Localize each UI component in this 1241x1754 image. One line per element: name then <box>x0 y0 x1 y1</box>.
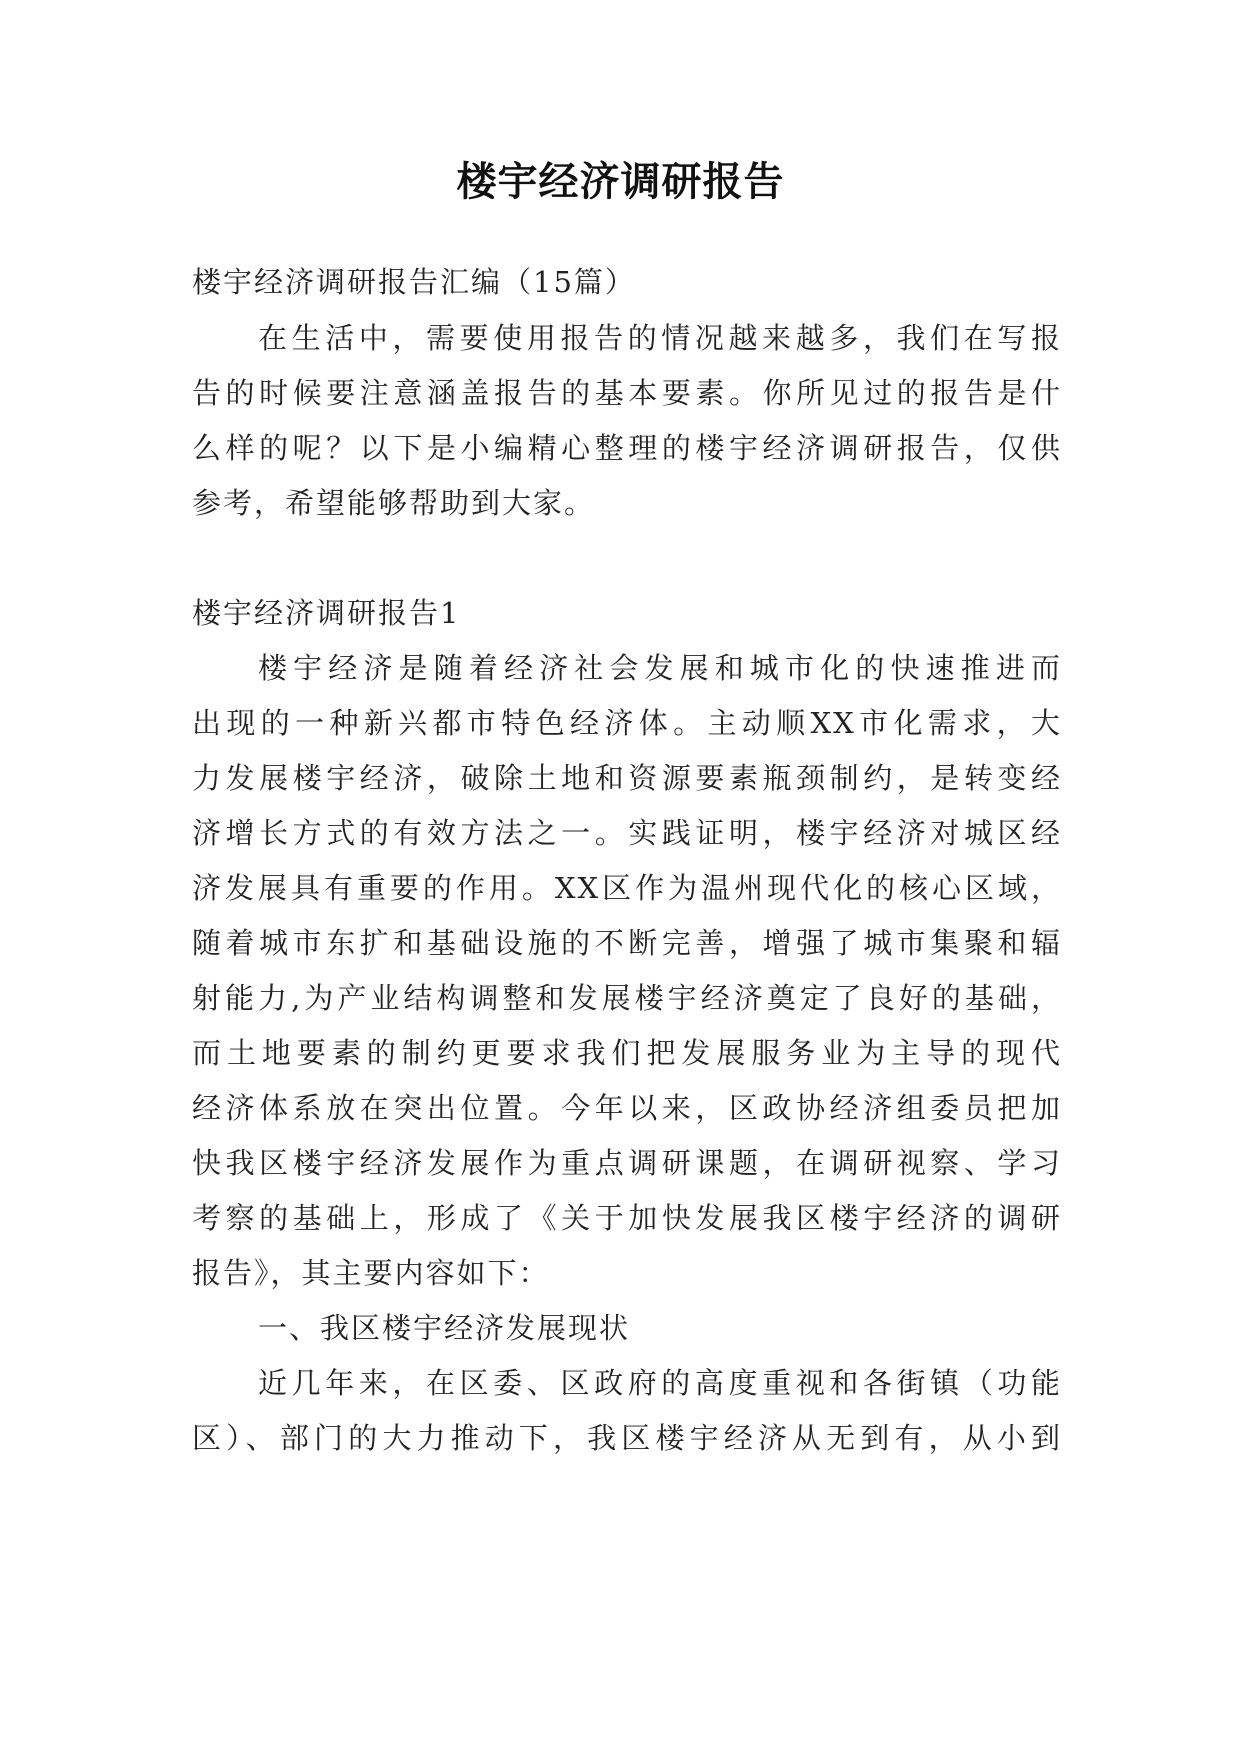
body-line: 射能力,为产业结构调整和发展楼宇经济奠定了良好的基础， <box>192 981 1062 1015</box>
body-line: 随着城市东扩和基础设施的不断完善，增强了城市集聚和辐 <box>192 926 1062 960</box>
body-line: 考察的基础上，形成了《关于加快发展我区楼宇经济的调研 <box>192 1201 1062 1235</box>
closing-line: 近几年来，在区委、区政府的高度重视和各街镇（功能 <box>258 1366 1062 1400</box>
body-line: 而土地要素的制约更要求我们把发展服务业为主导的现代 <box>192 1036 1062 1070</box>
intro-line: 参考，希望能够帮助到大家。 <box>192 486 596 520</box>
body-line: 快我区楼宇经济发展作为重点调研课题，在调研视察、学习 <box>192 1146 1062 1180</box>
compilation-heading: 楼宇经济调研报告汇编（15篇） <box>192 265 636 299</box>
body-line: 济增长方式的有效方法之一。实践证明，楼宇经济对城区经 <box>192 816 1062 850</box>
intro-line: 在生活中，需要使用报告的情况越来越多，我们在写报 <box>258 321 1062 355</box>
closing-line: 区）、部门的大力推动下，我区楼宇经济从无到有，从小到 <box>192 1421 1062 1455</box>
subheading: 一、我区楼宇经济发展现状 <box>258 1311 631 1345</box>
body-line: 楼宇经济是随着经济社会发展和城市化的快速推进而 <box>258 651 1062 685</box>
body-line: 出现的一种新兴都市特色经济体。主动顺XX市化需求，大 <box>192 706 1062 740</box>
section-heading: 楼宇经济调研报告1 <box>192 596 461 630</box>
page-title: 楼宇经济调研报告 <box>456 158 785 205</box>
intro-line: 告的时候要注意涵盖报告的基本要素。你所见过的报告是什 <box>192 376 1062 410</box>
intro-line: 么样的呢？以下是小编精心整理的楼宇经济调研报告，仅供 <box>192 431 1062 465</box>
body-line: 经济体系放在突出位置。今年以来，区政协经济组委员把加 <box>192 1091 1062 1125</box>
body-line: 报告》，其主要内容如下： <box>192 1256 550 1290</box>
body-line: 力发展楼宇经济，破除土地和资源要素瓶颈制约，是转变经 <box>192 761 1062 795</box>
body-line: 济发展具有重要的作用。XX区作为温州现代化的核心区域， <box>192 871 1062 905</box>
